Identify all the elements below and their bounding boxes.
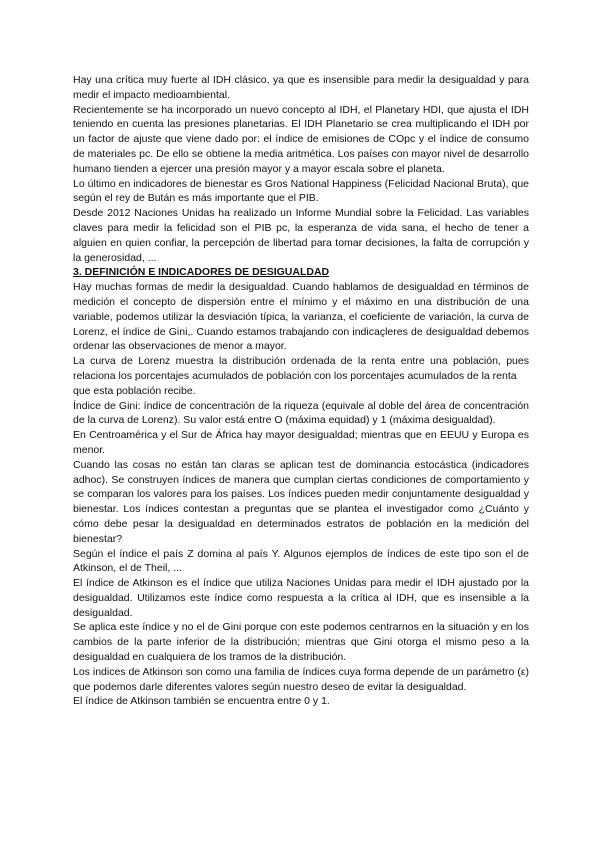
paragraph-regional-inequality: En Centroamérica y el Sur de África hay mayor desigualdad; mientras que en EEUU y Europa es menor. [73,429,529,456]
paragraph-atkinson-un: El índice de Atkinson es el índice que utiliza Naciones Unidas para medir el IDH ajustado por la desigualdad. Utilizamos este índice como respuesta a la crítica al IDH, que es insensible a la desigualdad. [73,577,529,619]
paragraph-idh-critique: Hay una crítica muy fuerte al IDH clásico, ya que es insensible para medir la desigualdad y para medir el impacto medioambiental. [73,74,529,101]
paragraph-index-examples: Según el índice el país Z domina al país Y. Algunos ejemplos de índices de este tipo son el de Atkinson, el de Theil, ... [73,547,529,575]
paragraph-gross-national-happiness: Lo último en indicadores de bienestar es Gros National Happiness (Felicidad Nacional Bruta), que según el rey de Bután es más importante que el PIB. [73,177,529,205]
paragraph-world-happiness-report: Desde 2012 Naciones Unidas ha realizado un Informe Mundial sobre la Felicidad. Las variables claves para medir la felicidad son el PIB pc, la esperanza de vida sana, el hecho de tener a alguien en quien confiar, la percepción de libertad para tomar decisiones, la falta de corrupción y la generosidad, ... [73,207,529,264]
document-page [73,73,529,709]
paragraph-lorenz-curve: La curva de Lorenz muestra la distribución ordenada de la renta entre una población, pues relaciona los porcentajes acumulados de población con los porcentajes acumulados de la renta que esta población recibe. [73,355,529,397]
paragraph-atkinson-vs-gini: Se aplica este índice y no el de Gini porque con este podemos centrarnos en la situación y en los cambios de la parte inferior de la distribución; mientras que Gini otorga el mismo peso a la desigualdad en cualquiera de los tramos de la distribución. [73,621,529,664]
paragraph-stochastic-dominance: Cuando las cosas no están tan claras se aplican test de dominancia estocástica (indicadores adhoc). Se construyen índices de manera que cumplan ciertas condiciones de comportamiento y se comparan los valores para los países. Los índices pueden medir conjuntamente desigualdad y bienestar. Los índices contestan a preguntas que se plantea el investigador como ¿Cuánto y cómo debe pesar la desigualdad en determinados estratos de población en la medición del bienestar? [73,458,529,545]
paragraph-atkinson-family: Los indices de Atkinson son como una familia de índices cuya forma depende de un parámetro (ε) que podemos darle diferentes valores según nuestro deseo de evitar la desigualdad. [73,665,529,693]
paragraph-planetary-hdi: Recientemente se ha incorporado un nuevo concepto al IDH, el Planetary HDI, que ajusta el IDH teniendo en cuenta las presiones planetarias. El IDH Planetario se crea multiplicando el IDH por un factor de ajuste que viene dado por: el índice de emisiones de COpc y el índice de consumo de materiales pc. De ello se obtiene la media aritmética. Los países con mayor nivel de desarrollo humano tienden a ejercer una presión mayor y a mayor escala sobre el planeta. [73,103,529,175]
paragraph-atkinson-range: El índice de Atkinson también se encuentra entre 0 y 1. [73,695,330,708]
paragraph-gini-index: Índice de Gini: índice de concentración de la riqueza (equivale al doble del área de concentración de la curva de Lorenz). Su valor está entre O (máxima equidad) y 1 (máxima desigualdad). [73,399,529,427]
paragraph-measuring-inequality: Hay muchas formas de medir la desigualdad. Cuando hablamos de desigualdad en términos de medición el concepto de dispersión entre el mínimo y el máximo en una distribución de una variable, podemos utilizar la desviación típica, la varianza, el coeficiente de variación, la curva de Lorenz, el índice de Gini,. Cuando estamos trabajando con indicaçleres de desigualdad debemos ordenar las observaciones de menor a mayor. [73,281,529,353]
section-heading: 3. DEFINICIÓN E INDICADORES DE DESIGUALDAD [73,266,330,279]
